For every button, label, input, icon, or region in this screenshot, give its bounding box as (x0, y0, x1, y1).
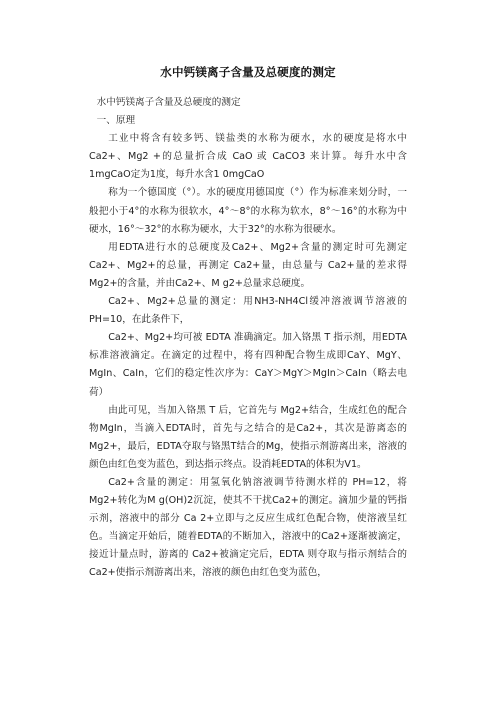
body-paragraph: Ca2+、Mg2+均可被 EDTA 准确滴定。加入铬黑 T 指示剂，用EDTA标准溶液滴定。在滴定的过程中，将有四种配合物生成即CaY、MgY、MgIn、CaIn，它们的稳定性次序为：CaY＞MgY＞MgIn＞CaIn（略去电荷） (89, 332, 407, 398)
body-paragraph: 工业中将含有较多钙、镁盐类的水称为硬水，水的硬度是将水中Ca2+、Mg2 +的总量折合成 CaO 或 CaCO3 来计算。每升水中含1mgCaO定为1度，每升水含1 0mgCaO (89, 133, 407, 181)
section-heading: 一、原理 (96, 115, 136, 127)
document-title: 水中钙镁离子含量及总硬度的测定 (160, 65, 336, 79)
body-paragraph: 用EDTA进行水的总硬度及Ca2+、Mg2+含量的测定时可先测定Ca2+、Mg2+的总量，再测定 Ca2+量，由总量与 Ca2+量的差求得Mg2+的含量，并由Ca2+、M g2+总量求总硬度。 (89, 241, 407, 289)
body-paragraph: Ca2+含量的测定：用氢氧化钠溶液调节待测水样的 PH=12，将Mg2+转化为M g(OH)2沉淀，使其不干扰Ca2+的测定。滴加少量的钙指示剂，溶液中的部分 Ca 2+立即与之反应生成红色配合物，使溶液呈红色。当滴定开始后，随着EDTA的不断加入，溶液中的Ca2+逐渐被滴定，接近计量点时，游离的 Ca2+被滴定完后，EDTA 则夺取与指示剂结合的Ca2+使指示剂游离出来，溶液的颜色由红色变为蓝色， (89, 476, 407, 579)
body-paragraph: 由此可见，当加入铬黑 T 后，它首先与 Mg2+结合，生成红色的配合物MgIn，当滴入EDTA时，首先与之结合的是Ca2+，其次是游离态的Mg2+，最后，EDTA夺取与铬黑T结合的Mg，使指示剂游离出来，溶液的颜色由红色变为蓝色，到达指示终点。设消耗EDTA的体积为V1。 (89, 404, 407, 470)
subtitle-paragraph: 水中钙镁离子含量及总硬度的测定 (96, 97, 241, 108)
document-body (89, 94, 407, 583)
body-paragraph: 称为一个德国度（°）。水的硬度用德国度（°）作为标准来划分时，一般把小于4°的水称为很软水，4°～8°的水称为软水，8°～16°的水称为中硬水，16°～32°的水称为硬水，大于32°的水称为很硬水。 (89, 187, 407, 235)
body-paragraph: Ca2+、Mg2+总量的测定：用NH3-NH4Cl缓冲溶液调节溶液的PH=10，在此条件下， (89, 296, 407, 326)
